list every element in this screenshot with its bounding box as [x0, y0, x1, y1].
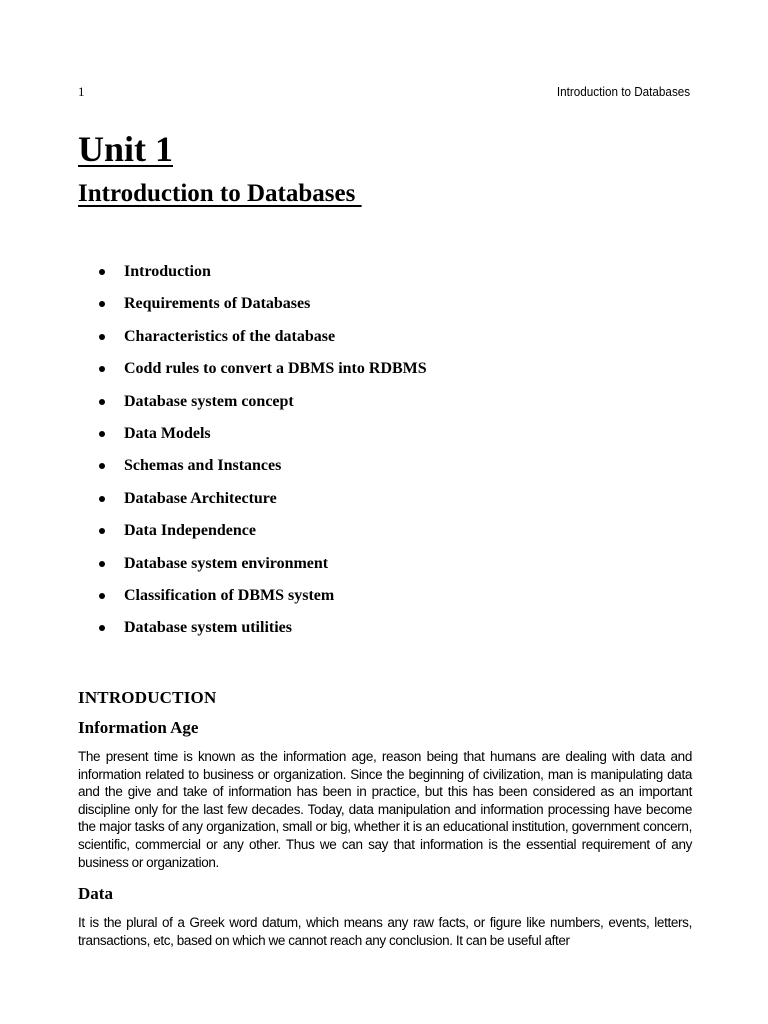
topic-label: Codd rules to convert a DBMS into RDBMS — [124, 360, 427, 378]
topic-item — [78, 554, 427, 586]
page-number: 1 — [78, 84, 85, 99]
bullet-icon — [99, 399, 105, 405]
topic-item — [78, 521, 427, 553]
subheading-information-age: Information Age — [78, 718, 199, 737]
topic-list — [78, 262, 427, 651]
topic-item — [78, 327, 427, 359]
bullet-icon — [99, 463, 105, 469]
paragraph-data: It is the plural of a Greek word datum, which means any raw facts, or figure like numbers, events, letters, transactions, etc, based on which we cannot reach any conclusion. It can be useful after — [78, 915, 692, 948]
topic-item — [78, 586, 427, 618]
bullet-icon — [99, 269, 105, 275]
topic-label: Database system concept — [124, 392, 294, 410]
topic-label: Data Independence — [124, 522, 257, 540]
topic-label: Database Architecture — [124, 489, 277, 507]
chapter-title: Introduction to Databases — [78, 180, 362, 207]
topic-label: Schemas and Instances — [124, 457, 282, 475]
bullet-icon — [99, 334, 105, 340]
topic-label: Characteristics of the database — [124, 327, 336, 345]
topic-item — [78, 618, 427, 650]
topic-item — [78, 424, 427, 456]
topic-item — [78, 262, 427, 294]
bullet-icon — [99, 593, 105, 599]
bullet-icon — [99, 496, 105, 502]
bullet-icon — [99, 528, 105, 534]
bullet-icon — [99, 301, 105, 307]
topic-label: Data Models — [124, 424, 211, 442]
topic-item — [78, 359, 427, 391]
bullet-icon — [99, 625, 105, 631]
topic-item — [78, 392, 427, 424]
topic-item — [78, 294, 427, 326]
subheading-data: Data — [78, 884, 113, 903]
bullet-icon — [99, 431, 105, 437]
topic-label: Classification of DBMS system — [124, 586, 335, 604]
topic-item — [78, 456, 427, 488]
topic-label: Introduction — [124, 263, 211, 280]
topic-label: Database system environment — [124, 554, 329, 572]
bullet-icon — [99, 366, 105, 372]
section-heading-introduction: INTRODUCTION — [78, 688, 217, 707]
running-header-title: Introduction to Databases — [556, 84, 690, 99]
unit-title: Unit 1 — [78, 129, 174, 169]
paragraph-information-age: The present time is known as the information age, reason being that humans are dealing with data and information related to business or organization. Since the beginning of civilization, man is manipulating data and the give and take of information has been in practice, but this has been considered as an important discipline only for the last few decades. Today, data manipulation and information processing have become the major tasks of any organization, small or big, whether it is an educational institution, government concern, scientific, commercial or any other. Thus we can say that information is the essential requirement of any business or organization. — [78, 749, 692, 870]
bullet-icon — [99, 561, 105, 567]
topic-label: Database system utilities — [124, 619, 292, 637]
topic-item — [78, 489, 427, 521]
topic-label: Requirements of Databases — [124, 295, 311, 313]
